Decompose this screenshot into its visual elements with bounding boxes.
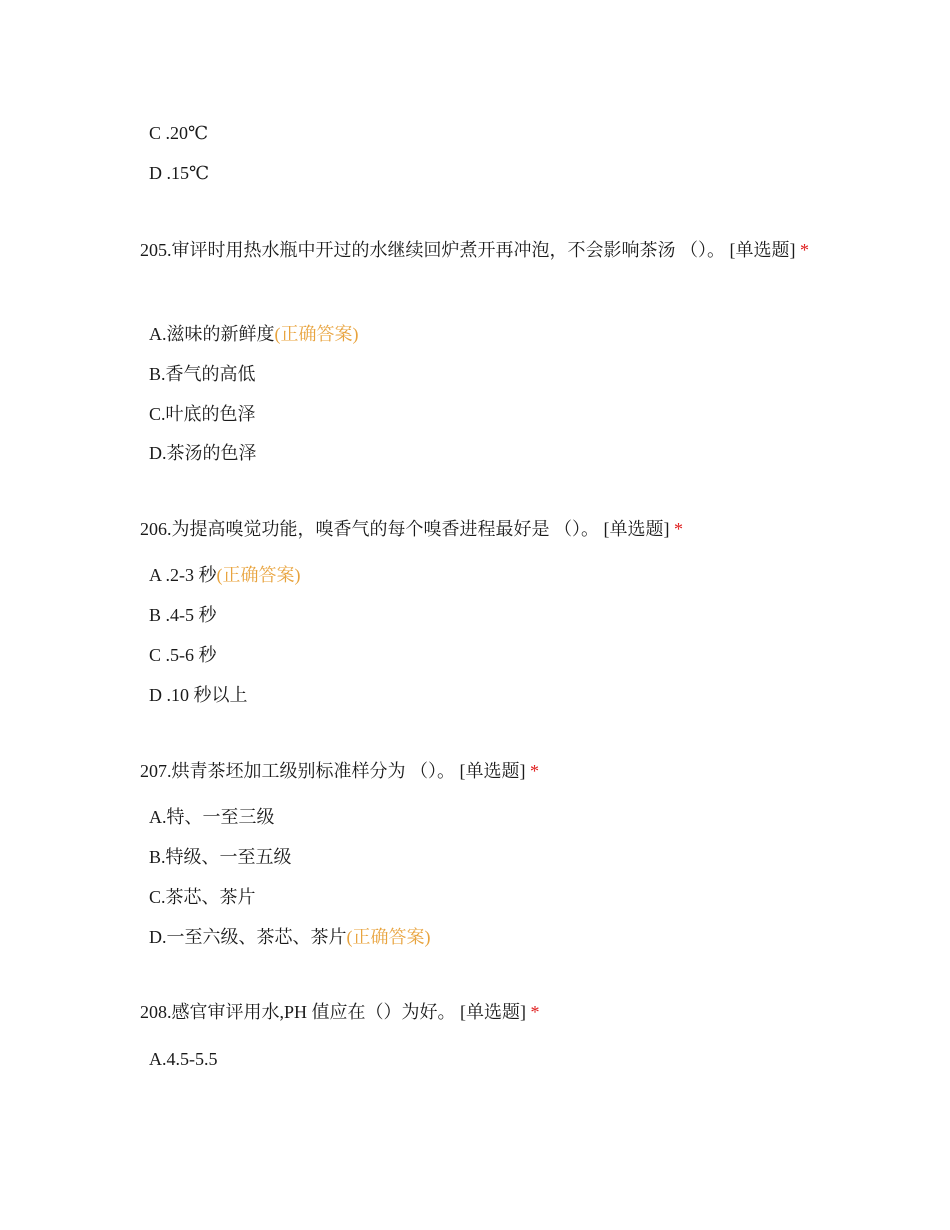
question-type-tag: [单选题] [603, 519, 670, 539]
option-text: 2-3 秒 [170, 565, 217, 585]
option-letter: B. [149, 364, 166, 384]
option-text: 特级、一至五级 [165, 847, 292, 867]
option-text: 一至六级、茶芯、茶片 [166, 927, 347, 947]
option-d [149, 441, 257, 465]
option-c [149, 885, 256, 909]
option-text: 叶底的色泽 [165, 404, 256, 424]
option-b [149, 845, 292, 869]
question-type-tag: [单选题] [460, 1002, 527, 1022]
option-letter: A. [149, 324, 167, 344]
required-star: * [674, 519, 683, 539]
question-205 [140, 231, 820, 269]
correct-answer-label: (正确答案) [274, 324, 359, 344]
question-text: 206.为提高嗅觉功能，嗅香气的每个嗅香进程最好是 （）。 [140, 519, 599, 539]
option-letter: D. [149, 927, 167, 947]
option-a [149, 563, 301, 587]
option-d [149, 683, 248, 707]
option-a [149, 322, 359, 346]
option-letter: A. [149, 1049, 167, 1069]
option-letter: C . [149, 645, 171, 665]
question-206 [140, 510, 820, 548]
question-text: 208.感官审评用水,PH 值应在（）为好。 [140, 1002, 456, 1022]
correct-answer-label: (正确答案) [346, 927, 431, 947]
option-letter: A. [149, 807, 167, 827]
option-text: 茶汤的色泽 [166, 443, 257, 463]
question-type-tag: [单选题] [459, 761, 526, 781]
option-c [149, 402, 256, 426]
option-text: 4.5-5.5 [166, 1049, 218, 1069]
option-c [149, 643, 217, 667]
required-star: * [530, 1002, 540, 1022]
option-b [149, 603, 217, 627]
option-text: 15℃ [171, 163, 210, 183]
option-letter: C. [149, 887, 166, 907]
option-text: 20℃ [170, 123, 209, 143]
question-text: 207.烘青茶坯加工级别标准样分为 （）。 [140, 761, 455, 781]
option-b [149, 362, 256, 386]
option-letter: C . [149, 123, 171, 143]
option-text: 滋味的新鲜度 [166, 324, 275, 344]
option-text: 4-5 秒 [170, 605, 217, 625]
correct-answer-label: (正确答案) [216, 565, 301, 585]
option-a [149, 1047, 218, 1071]
option-text: 10 秒以上 [171, 685, 248, 705]
option-letter: B . [149, 605, 171, 625]
option-letter: B. [149, 847, 166, 867]
option-text: 特、一至三级 [166, 807, 275, 827]
question-text: 205.审评时用热水瓶中开过的水继续回炉煮开再冲泡，不会影响茶汤 （）。 [140, 240, 725, 260]
option-letter: D . [149, 163, 171, 183]
option-text: 香气的高低 [165, 364, 256, 384]
option-letter: D. [149, 443, 167, 463]
required-star: * [800, 240, 809, 260]
required-star: * [530, 761, 539, 781]
option-text: 茶芯、茶片 [165, 887, 256, 907]
option-letter: A . [149, 565, 171, 585]
option-a [149, 805, 275, 829]
question-208 [140, 993, 820, 1031]
option-text: 5-6 秒 [170, 645, 217, 665]
option-letter: C. [149, 404, 166, 424]
question-207 [140, 752, 820, 790]
option-c [149, 121, 208, 145]
option-d [149, 925, 431, 949]
option-letter: D . [149, 685, 171, 705]
question-type-tag: [单选题] [729, 240, 796, 260]
option-d [149, 161, 209, 185]
